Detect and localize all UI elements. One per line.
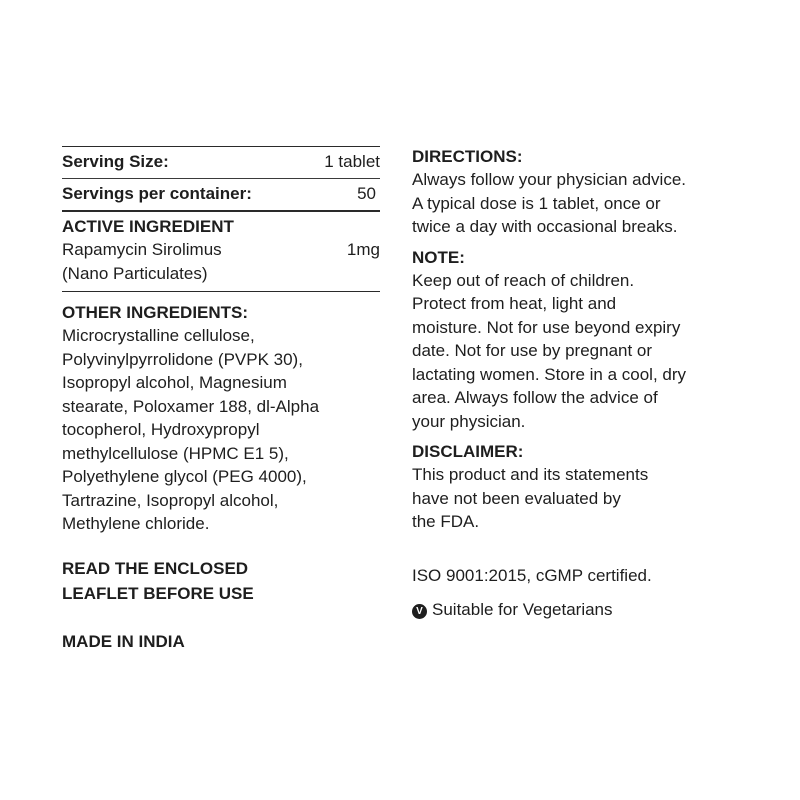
leaflet-warning-line: READ THE ENCLOSED (62, 558, 249, 578)
made-in-india: MADE IN INDIA (62, 631, 185, 651)
directions-section (412, 146, 762, 239)
disclaimer-line: the FDA. (412, 512, 480, 531)
active-ingredient-row (62, 238, 380, 262)
leaflet-warning (62, 556, 380, 606)
directions-line: A typical dose is 1 tablet, once or (412, 193, 661, 213)
note-line: date. Not for use by pregnant or (412, 341, 653, 360)
servings-per-container-row (62, 179, 380, 210)
info-column (412, 146, 762, 622)
servings-per-container-value: 50 (357, 184, 376, 203)
other-ingredients-line: Methylene chloride. (62, 514, 210, 533)
servings-per-container-label: Servings per container: (62, 184, 252, 203)
vegetarian-text: Suitable for Vegetarians (432, 600, 613, 619)
vegetarian-icon: V (412, 604, 427, 619)
serving-size-value: 1 tablet (324, 152, 380, 171)
disclaimer-heading: DISCLAIMER: (412, 442, 524, 461)
note-line: Protect from heat, light and (412, 294, 617, 313)
active-ingredient-block (62, 212, 380, 291)
other-ingredients-line: methylcellulose (HPMC E1 5), (62, 443, 289, 463)
note-line: Keep out of reach of children. (412, 270, 635, 290)
active-ingredient-name: Rapamycin Sirolimus (62, 240, 222, 259)
disclaimer-line: This product and its statements (412, 465, 649, 484)
other-ingredients-line: Polyvinylpyrrolidone (PVPK 30), (62, 349, 303, 369)
note-line: your physician. (412, 411, 526, 431)
other-ingredients-line: Tartrazine, Isopropyl alcohol, (62, 490, 279, 510)
other-ingredients-line: Polyethylene glycol (PEG 4000), (62, 467, 307, 486)
disclaimer-line: have not been evaluated by (412, 488, 621, 508)
other-ingredients-line: Isopropyl alcohol, Magnesium (62, 373, 287, 392)
bottom-rule (62, 291, 380, 292)
supplement-facts-panel (62, 146, 380, 653)
leaflet-warning-line: LEAFLET BEFORE USE (62, 583, 254, 603)
directions-heading: DIRECTIONS: (412, 147, 523, 166)
serving-size-row (62, 147, 380, 178)
other-ingredients-line: Microcrystalline cellulose, (62, 326, 255, 345)
certification-text: ISO 9001:2015, cGMP certified. (412, 565, 652, 585)
active-ingredient-heading: ACTIVE INGREDIENT (62, 217, 234, 236)
serving-size-label: Serving Size: (62, 152, 169, 171)
note-heading: NOTE: (412, 247, 465, 267)
other-ingredients-heading: OTHER INGREDIENTS: (62, 303, 249, 322)
note-line: moisture. Not for use beyond expiry (412, 317, 681, 337)
directions-line: twice a day with occasional breaks. (412, 217, 678, 236)
other-ingredients-section (62, 302, 380, 536)
directions-line: Always follow your physician advice. (412, 170, 687, 189)
note-line: area. Always follow the advice of (412, 388, 658, 407)
note-line: lactating women. Store in a cool, dry (412, 364, 687, 384)
active-ingredient-amount: 1mg (346, 240, 380, 259)
disclaimer-section (412, 441, 762, 534)
active-ingredient-form: (Nano Particulates) (62, 263, 208, 283)
vegetarian-row (412, 598, 762, 622)
note-section (412, 247, 762, 434)
other-ingredients-line: tocopherol, Hydroxypropyl (62, 420, 260, 439)
other-ingredients-line: stearate, Poloxamer 188, dl-Alpha (62, 396, 320, 416)
